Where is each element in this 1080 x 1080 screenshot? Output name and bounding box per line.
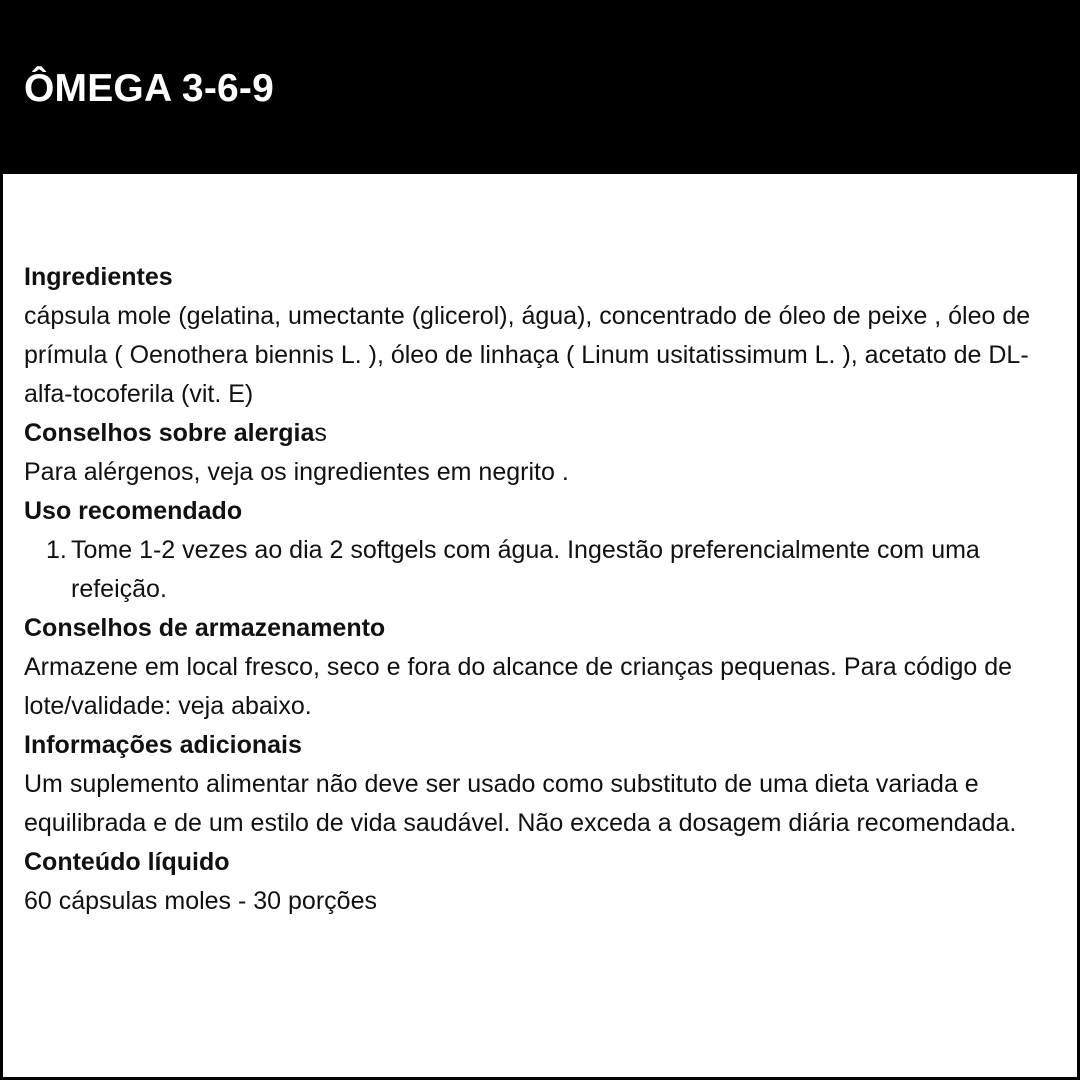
usage-item-text: Tome 1-2 vezes ao dia 2 softgels com água. Ingestão preferencialmente com uma refeição. — [71, 536, 980, 603]
usage-item-number: 1. — [46, 536, 67, 564]
additional-info-text: Um suplemento alimentar não deve ser usado como substituto de uma dieta variada e equilibrada e de um estilo de vida saudável. Não exceda a dosagem diária recomendada. — [24, 770, 1017, 837]
product-title: ÔMEGA 3-6-9 — [24, 67, 274, 110]
allergy-heading — [24, 414, 1064, 453]
additional-info-heading: Informações adicionais — [24, 731, 302, 759]
usage-heading: Uso recomendado — [24, 497, 243, 525]
allergy-heading-bold: Conselhos sobre alergia — [24, 419, 315, 447]
storage-heading: Conselhos de armazenamento — [24, 614, 386, 642]
usage-list — [24, 531, 1064, 609]
net-content-heading: Conteúdo líquido — [24, 848, 230, 876]
ingredients-heading: Ingredientes — [24, 263, 173, 291]
usage-list-item — [24, 531, 1064, 609]
title-banner — [3, 3, 1077, 174]
net-content-text: 60 cápsulas moles - 30 porções — [24, 887, 377, 915]
product-info-content — [24, 258, 1064, 921]
ingredients-text: cápsula mole (gelatina, umectante (glicerol), água), concentrado de óleo de peixe , óleo de prímula ( Oenothera biennis L. ), óleo de linhaça ( Linum usitatissimum L. ), acetato de DL-alfa-tocoferila (vit. E) — [24, 302, 1031, 408]
allergy-heading-tail: s — [314, 419, 327, 447]
storage-text: Armazene em local fresco, seco e fora do alcance de crianças pequenas. Para código de lote/validade: veja abaixo. — [24, 653, 1013, 720]
allergy-text: Para alérgenos, veja os ingredientes em negrito . — [24, 458, 569, 486]
